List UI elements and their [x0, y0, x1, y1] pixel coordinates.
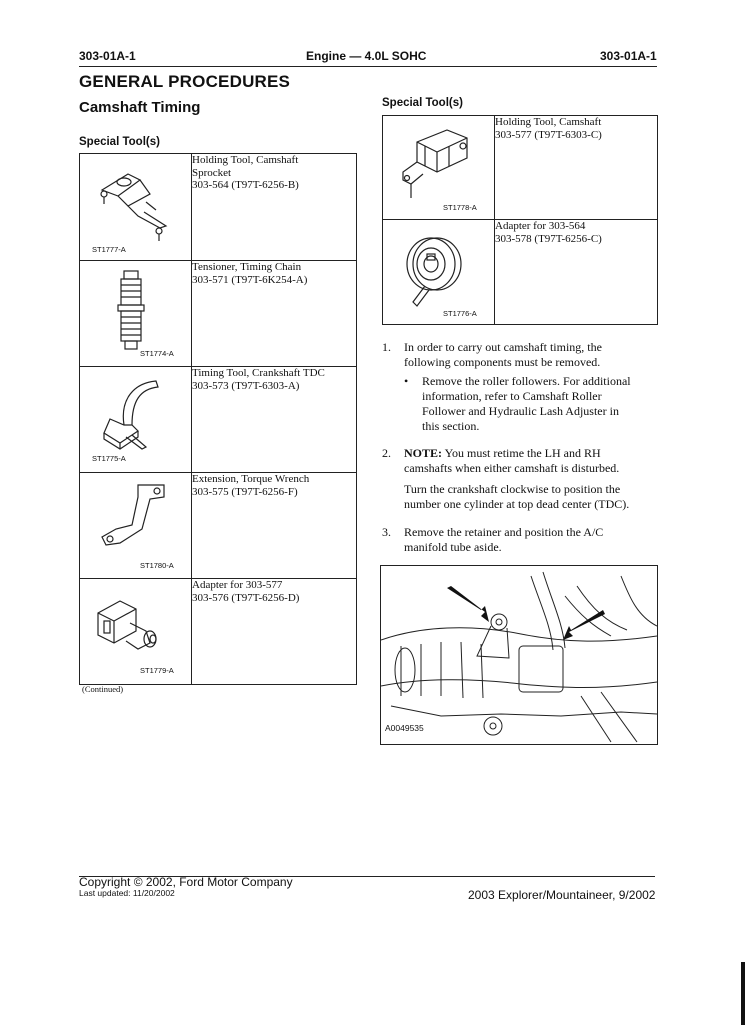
step-3-number: 3.: [382, 525, 391, 539]
ac-manifold-retainer-illustration: [381, 566, 657, 744]
tool-description: [192, 579, 357, 685]
step-1-text: [404, 340, 602, 370]
tool-number: 303-571 (T97T-6K254-A): [192, 273, 308, 286]
step-3-text: [404, 525, 603, 555]
tool-caption: ST1777-A: [92, 245, 126, 254]
step-1-line: following components must be removed.: [404, 355, 601, 369]
tool-image-cell: [383, 116, 495, 220]
engine-illustration-figure: [380, 565, 658, 745]
header-center: Engine — 4.0L SOHC: [306, 49, 427, 63]
tool-number: 303-575 (T97T-6256-F): [192, 485, 298, 498]
tool-number: 303-564 (T97T-6256-B): [192, 179, 299, 191]
tool-row: [383, 220, 658, 325]
tool-description: [192, 154, 357, 261]
tool-name: Timing Tool, Crankshaft TDC: [192, 367, 325, 379]
tool-image-cell: [80, 579, 192, 685]
tool-name: Extension, Torque Wrench: [192, 473, 310, 485]
tool-row: [80, 473, 357, 579]
tool-description: [192, 261, 357, 367]
tool-description: [192, 367, 357, 473]
tool-name: Holding Tool, Camshaft: [495, 116, 602, 128]
tool-row: [80, 367, 357, 473]
substep-line: Follower and Hydraulic Lash Adjuster in: [422, 404, 619, 418]
tool-caption: ST1779-A: [140, 666, 174, 675]
tool-image-cell: [80, 154, 192, 261]
figure-caption: A0049535: [385, 723, 424, 733]
tool-name: Holding Tool, Camshaft: [192, 154, 299, 166]
substep-line: Remove the roller followers. For additional: [422, 374, 631, 388]
step-1-line: In order to carry out camshaft timing, the: [404, 340, 602, 354]
header-rule: [79, 66, 657, 67]
tool-row: [80, 261, 357, 367]
right-special-tools-heading: Special Tool(s): [382, 97, 463, 109]
tool-description: [495, 116, 658, 220]
note-label: NOTE:: [404, 446, 443, 460]
scan-edge-mark: [741, 962, 745, 1025]
tool-name: Adapter for 303-577: [192, 579, 283, 591]
tool-name: Adapter for 303-564: [495, 220, 586, 232]
substep-line: information, refer to Camshaft Roller: [422, 389, 602, 403]
note-text: You must retime the LH and RH: [442, 446, 601, 460]
section-title: GENERAL PROCEDURES: [79, 72, 291, 91]
tool-caption: ST1774-A: [140, 349, 174, 358]
left-tools-table: [79, 153, 357, 685]
tool-caption: ST1775-A: [92, 454, 126, 463]
tool-number: 303-576 (T97T-6256-D): [192, 591, 300, 604]
adapter-pulley-icon: [383, 220, 495, 325]
tool-name-cont: Sprocket: [192, 166, 232, 179]
step-2-line: number one cylinder at top dead center (TDC).: [404, 497, 630, 511]
step-1-substep: [422, 374, 631, 434]
tool-caption: ST1780-A: [140, 561, 174, 570]
step-2-number: 2.: [382, 446, 391, 460]
tool-number: 303-578 (T97T-6256-C): [495, 232, 602, 245]
step-2-note: [404, 446, 619, 476]
tool-description: [495, 220, 658, 325]
tool-caption: ST1778-A: [443, 203, 477, 212]
procedure-title: Camshaft Timing: [79, 99, 201, 116]
substep-line: this section.: [422, 419, 480, 433]
tool-image-cell: [80, 473, 192, 579]
tool-image-cell: [80, 261, 192, 367]
tool-row: [383, 116, 658, 220]
tool-name: Tensioner, Timing Chain: [192, 261, 302, 273]
tool-row: [80, 154, 357, 261]
footer-model: 2003 Explorer/Mountaineer, 9/2002: [468, 888, 656, 902]
adapter-tool-icon: [80, 579, 192, 685]
tool-image-cell: [383, 220, 495, 325]
step-2-line: Turn the crankshaft clockwise to position the: [404, 482, 621, 496]
bullet-icon: •: [404, 374, 409, 388]
timing-chain-tensioner-icon: [80, 261, 192, 367]
tool-number: 303-577 (T97T-6303-C): [495, 128, 602, 141]
step-2-text: [404, 482, 629, 512]
header-right: 303-01A-1: [600, 49, 657, 63]
tool-number: 303-573 (T97T-6303-A): [192, 379, 300, 392]
tool-description: [192, 473, 357, 579]
footer-copyright: Copyright © 2002, Ford Motor Company: [79, 875, 293, 889]
step-3-line: manifold tube aside.: [404, 540, 502, 554]
tool-row: [80, 579, 357, 685]
torque-wrench-extension-icon: [80, 473, 192, 579]
step-3-line: Remove the retainer and position the A/C: [404, 525, 604, 539]
header-left: 303-01A-1: [79, 49, 136, 63]
right-tools-table: [382, 115, 658, 325]
camshaft-holding-tool-icon: [383, 116, 495, 220]
step-1-number: 1.: [382, 340, 391, 354]
tool-caption: ST1776-A: [443, 309, 477, 318]
left-special-tools-heading: Special Tool(s): [79, 136, 160, 148]
note-text-cont: camshafts when either camshaft is disturbed.: [404, 461, 620, 475]
continued-note: (Continued): [82, 684, 124, 694]
footer-last-updated: Last updated: 11/20/2002: [79, 888, 175, 898]
tool-image-cell: [80, 367, 192, 473]
